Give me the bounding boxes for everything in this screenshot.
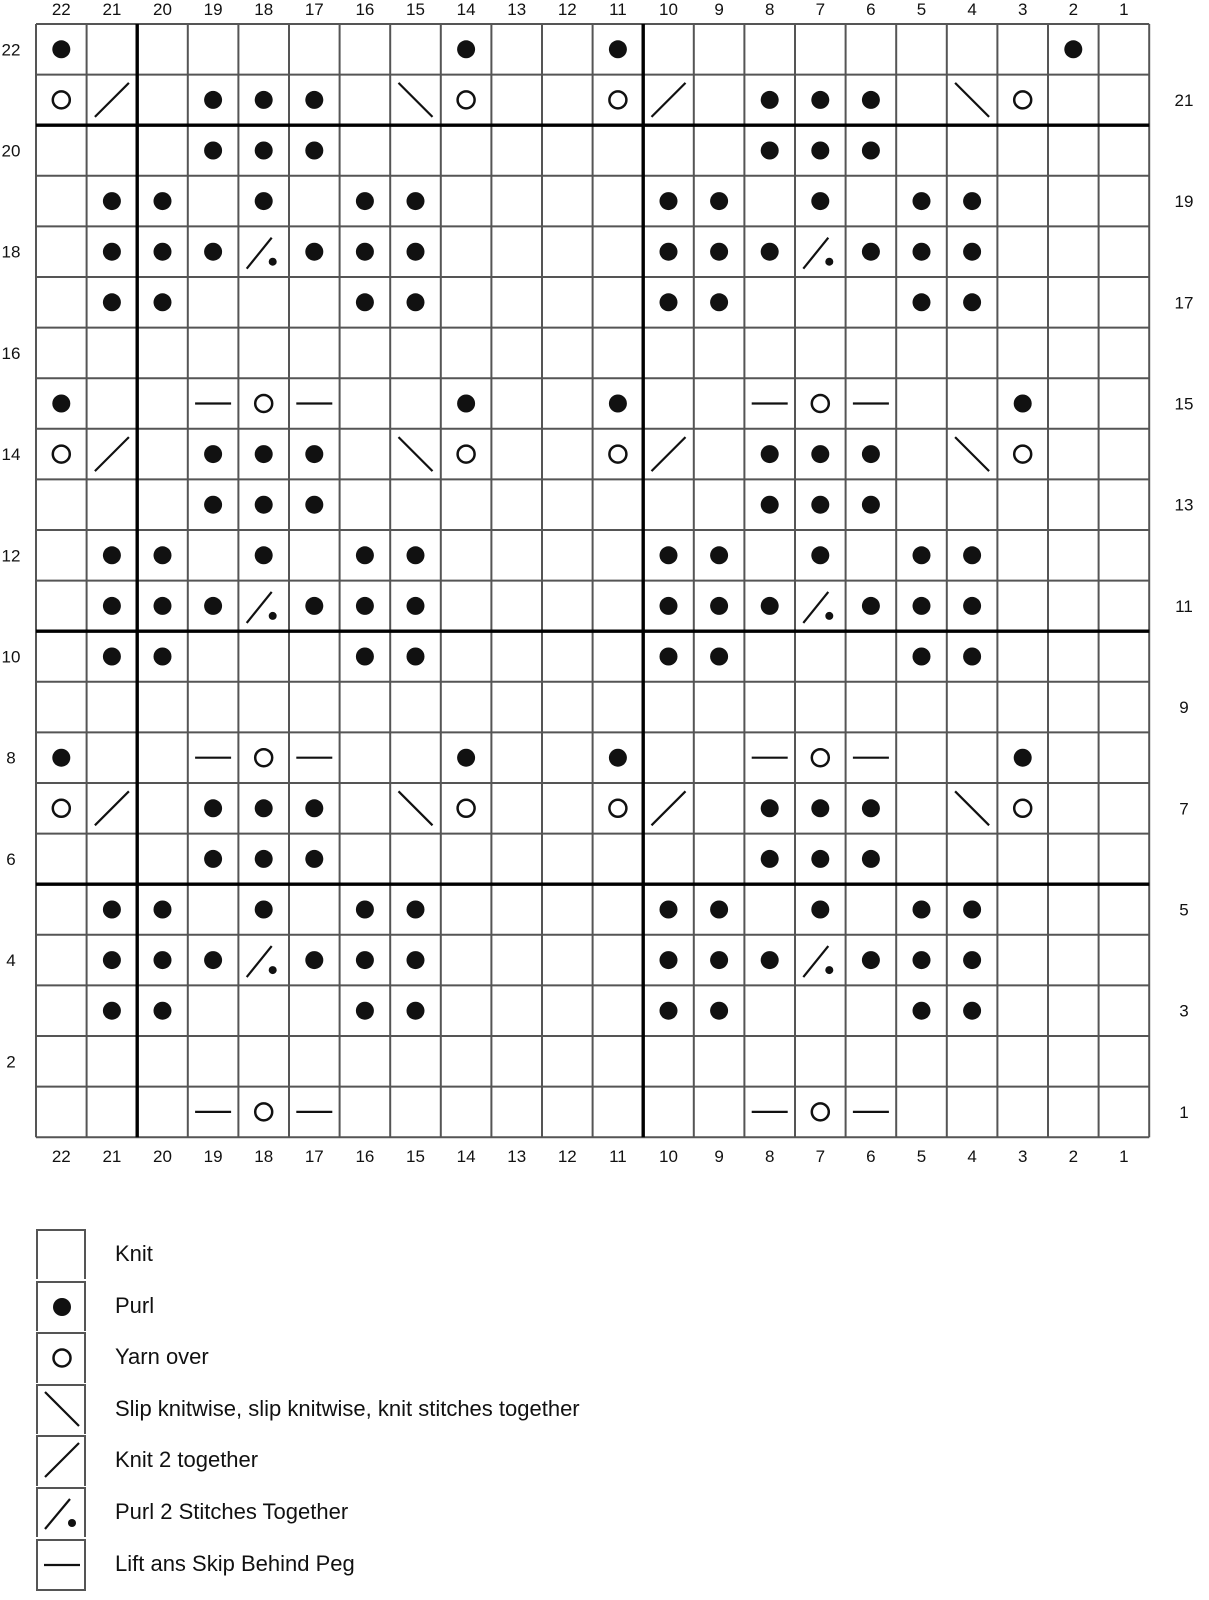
k2tog-stitch (652, 437, 686, 471)
purl-stitch (660, 546, 678, 564)
yarn-over-stitch (812, 1103, 829, 1120)
yarn-over-stitch (458, 446, 475, 463)
purl-stitch (204, 850, 222, 868)
column-number-bottom: 15 (406, 1147, 425, 1166)
column-number-bottom: 9 (714, 1147, 724, 1166)
purl-stitch (407, 293, 425, 311)
purl-stitch (356, 293, 374, 311)
row-number-left: 18 (1, 242, 21, 262)
purl-stitch (103, 293, 121, 311)
k2tog-stitch (95, 791, 129, 825)
row-number-left: 2 (6, 1052, 16, 1072)
column-numbers-bottom (52, 1147, 1129, 1166)
purl-stitch (811, 445, 829, 463)
purl-stitch (761, 799, 779, 817)
row-number-right: 1 (1179, 1102, 1189, 1122)
purl-stitch (660, 648, 678, 666)
purl-stitch (963, 293, 981, 311)
purl-stitch (356, 597, 374, 615)
purl-stitch (811, 496, 829, 514)
purl-stitch (913, 1002, 931, 1020)
row-number-right: 15 (1174, 394, 1194, 414)
purl-stitch (609, 749, 627, 767)
row-number-left: 12 (1, 546, 21, 566)
purl-stitch (103, 597, 121, 615)
purl-stitch (154, 243, 172, 261)
column-number-bottom: 4 (967, 1147, 977, 1166)
purl-stitch (1014, 749, 1032, 767)
purl-stitch (305, 91, 323, 109)
purl-stitch (103, 192, 121, 210)
purl-stitch (913, 546, 931, 564)
purl-stitch (305, 243, 323, 261)
purl-stitch (407, 192, 425, 210)
purl-stitch (154, 1002, 172, 1020)
purl-stitch (913, 951, 931, 969)
purl-stitch (305, 850, 323, 868)
purl-stitch (710, 192, 728, 210)
column-number-top: 13 (507, 0, 527, 19)
row-number-left: 4 (6, 951, 16, 971)
purl-stitch (811, 91, 829, 109)
purl-stitch (305, 445, 323, 463)
column-number-top: 17 (304, 0, 324, 19)
purl-stitch (154, 546, 172, 564)
yarn-over-stitch (53, 800, 70, 817)
purl-stitch (710, 243, 728, 261)
p2tog-stitch (247, 946, 277, 977)
column-number-bottom: 1 (1119, 1147, 1129, 1166)
purl-stitch (811, 799, 829, 817)
purl-stitch (710, 597, 728, 615)
legend-label: Knit 2 together (115, 1447, 259, 1473)
knit-icon (36, 1229, 86, 1279)
purl-stitch (811, 192, 829, 210)
purl-stitch (913, 648, 931, 666)
yarn-over-stitch (458, 800, 475, 817)
column-number-bottom: 3 (1017, 1147, 1028, 1166)
row-numbers-right (1175, 91, 1194, 1122)
column-number-top: 11 (609, 0, 627, 19)
purl-stitch (761, 850, 779, 868)
purl-stitch (963, 1002, 981, 1020)
legend-item-k2tog (36, 1435, 836, 1487)
column-number-top: 8 (764, 0, 775, 19)
purl-stitch (963, 901, 981, 919)
purl-stitch (862, 243, 880, 261)
k2tog-icon (36, 1435, 86, 1485)
column-number-top: 21 (102, 0, 122, 19)
purl-stitch (862, 91, 880, 109)
purl-stitch (660, 1002, 678, 1020)
ssk-stitch (399, 791, 433, 825)
yarn-over-stitch (609, 800, 626, 817)
purl-stitch (862, 951, 880, 969)
column-number-bottom: 18 (254, 1147, 274, 1166)
legend-label: Lift ans Skip Behind Peg (115, 1550, 355, 1576)
purl-stitch (660, 243, 678, 261)
purl-stitch (710, 901, 728, 919)
purl-stitch (710, 1002, 728, 1020)
purl-stitch (52, 395, 70, 413)
purl-stitch (204, 243, 222, 261)
row-number-right: 11 (1175, 596, 1193, 616)
legend-item-knit (36, 1229, 836, 1281)
purl-stitch (913, 597, 931, 615)
legend-item-purl (36, 1281, 836, 1333)
purl-stitch (710, 546, 728, 564)
column-number-bottom: 10 (659, 1147, 678, 1166)
row-number-right: 3 (1179, 1001, 1189, 1021)
purl-stitch (356, 648, 374, 666)
purl-stitch (204, 445, 222, 463)
purl-stitch (913, 293, 931, 311)
legend-label: Yarn over (115, 1344, 209, 1370)
purl-stitch (204, 597, 222, 615)
ssk-stitch (955, 437, 989, 471)
purl-stitch (255, 799, 273, 817)
row-number-left: 8 (6, 748, 16, 768)
row-number-left: 14 (1, 445, 21, 465)
purl-stitch (761, 142, 779, 160)
purl-stitch (204, 951, 222, 969)
yarn-over-stitch (255, 395, 272, 412)
column-number-bottom: 19 (203, 1147, 223, 1166)
row-number-right: 19 (1174, 192, 1194, 212)
purl-stitch (761, 445, 779, 463)
p2tog-stitch (803, 592, 833, 623)
column-number-top: 7 (815, 0, 826, 19)
purl-stitch (356, 951, 374, 969)
yarn-over-stitch (53, 91, 70, 108)
purl-stitch (811, 546, 829, 564)
purl-stitch (811, 901, 829, 919)
purl-stitch (862, 142, 880, 160)
purl-stitch (204, 142, 222, 160)
purl-stitch (761, 597, 779, 615)
purl-stitch (356, 546, 374, 564)
column-number-top: 22 (51, 0, 71, 19)
purl-stitch (913, 243, 931, 261)
yarn-over-stitch (609, 446, 626, 463)
row-numbers-left (2, 40, 21, 1071)
purl-stitch (862, 496, 880, 514)
purl-stitch (862, 597, 880, 615)
purl-stitch (963, 648, 981, 666)
ssk-stitch (399, 437, 433, 471)
legend-item-yarn-over (36, 1332, 836, 1384)
purl-stitch (305, 597, 323, 615)
p2tog-stitch (803, 946, 833, 977)
purl-stitch (457, 395, 475, 413)
purl-stitch (963, 243, 981, 261)
ssk-stitch (955, 83, 989, 117)
purl-stitch (255, 850, 273, 868)
purl-stitch (609, 395, 627, 413)
k2tog-stitch (652, 83, 686, 117)
yarn-over-stitch (1014, 91, 1031, 108)
column-number-bottom: 17 (304, 1147, 324, 1166)
column-number-bottom: 22 (51, 1147, 71, 1166)
purl-stitch (963, 192, 981, 210)
purl-stitch (154, 192, 172, 210)
column-number-bottom: 5 (916, 1147, 927, 1166)
purl-stitch (305, 496, 323, 514)
purl-stitch (204, 91, 222, 109)
purl-icon (36, 1281, 86, 1331)
purl-stitch (710, 293, 728, 311)
purl-stitch (862, 850, 880, 868)
ssk-icon (36, 1384, 86, 1434)
yarn-over-stitch (53, 446, 70, 463)
column-number-top: 5 (916, 0, 927, 19)
purl-stitch (103, 243, 121, 261)
purl-stitch (660, 293, 678, 311)
row-number-right: 7 (1179, 799, 1189, 819)
yarn-over-stitch (255, 1103, 272, 1120)
column-number-bottom: 6 (866, 1147, 876, 1166)
row-number-left: 20 (1, 141, 21, 161)
p2tog-stitch (247, 592, 277, 623)
purl-stitch (305, 951, 323, 969)
yarn-over-stitch (1014, 446, 1031, 463)
purl-stitch (407, 951, 425, 969)
row-number-right: 9 (1179, 698, 1189, 718)
k2tog-stitch (95, 83, 129, 117)
purl-stitch (710, 951, 728, 969)
purl-stitch (407, 597, 425, 615)
yarn-over-stitch (609, 91, 626, 108)
purl-stitch (761, 91, 779, 109)
purl-stitch (660, 951, 678, 969)
column-number-top: 3 (1017, 0, 1028, 19)
legend-item-p2tog (36, 1487, 836, 1539)
column-number-top: 10 (659, 0, 678, 19)
row-number-right: 5 (1179, 900, 1189, 920)
purl-stitch (356, 901, 374, 919)
p2tog-stitch (247, 238, 277, 269)
column-number-top: 6 (866, 0, 876, 19)
purl-stitch (255, 901, 273, 919)
purl-stitch (103, 648, 121, 666)
lift-skip-icon (36, 1539, 86, 1591)
purl-stitch (609, 40, 627, 58)
purl-stitch (52, 749, 70, 767)
column-number-bottom: 12 (557, 1147, 577, 1166)
purl-stitch (103, 951, 121, 969)
ssk-stitch (399, 83, 433, 117)
legend-label: Purl (115, 1292, 155, 1318)
purl-stitch (913, 901, 931, 919)
k2tog-stitch (95, 437, 129, 471)
row-number-right: 17 (1174, 293, 1194, 313)
purl-stitch (407, 1002, 425, 1020)
legend (36, 1229, 836, 1590)
purl-stitch (255, 192, 273, 210)
purl-stitch (52, 40, 70, 58)
chart-grid (36, 24, 1149, 1137)
purl-stitch (660, 597, 678, 615)
purl-stitch (761, 951, 779, 969)
purl-stitch (761, 243, 779, 261)
column-number-top: 9 (714, 0, 724, 19)
column-number-bottom: 11 (609, 1147, 627, 1166)
purl-stitch (154, 597, 172, 615)
column-number-top: 4 (967, 0, 977, 19)
row-number-left: 10 (1, 647, 21, 667)
legend-item-lift-skip (36, 1539, 836, 1591)
column-number-bottom: 13 (507, 1147, 527, 1166)
purl-stitch (710, 648, 728, 666)
purl-stitch (204, 799, 222, 817)
column-number-bottom: 20 (153, 1147, 172, 1166)
legend-label: Purl 2 Stitches Together (115, 1498, 349, 1524)
column-number-bottom: 14 (456, 1147, 476, 1166)
purl-stitch (103, 546, 121, 564)
purl-stitch (963, 597, 981, 615)
purl-stitch (862, 445, 880, 463)
column-number-top: 18 (254, 0, 274, 19)
legend-label: Slip knitwise, slip knitwise, knit stitches together (115, 1395, 580, 1421)
column-number-top: 19 (203, 0, 223, 19)
column-number-bottom: 7 (815, 1147, 826, 1166)
purl-stitch (103, 901, 121, 919)
p2tog-icon (36, 1487, 86, 1537)
row-number-left: 6 (6, 849, 16, 869)
purl-stitch (963, 951, 981, 969)
legend-item-ssk (36, 1384, 836, 1436)
column-number-bottom: 21 (102, 1147, 122, 1166)
purl-stitch (963, 546, 981, 564)
purl-stitch (255, 546, 273, 564)
purl-stitch (407, 901, 425, 919)
purl-stitch (305, 799, 323, 817)
purl-stitch (811, 850, 829, 868)
column-numbers-top (52, 0, 1129, 19)
column-number-bottom: 2 (1068, 1147, 1079, 1166)
p2tog-stitch (803, 238, 833, 269)
purl-stitch (356, 243, 374, 261)
yarn-over-stitch (1014, 800, 1031, 817)
purl-stitch (457, 749, 475, 767)
purl-stitch (660, 192, 678, 210)
purl-stitch (356, 192, 374, 210)
row-number-left: 22 (1, 40, 21, 60)
row-number-right: 21 (1174, 90, 1194, 110)
column-number-top: 20 (153, 0, 172, 19)
purl-stitch (154, 293, 172, 311)
purl-stitch (407, 546, 425, 564)
purl-stitch (255, 91, 273, 109)
k2tog-stitch (652, 791, 686, 825)
column-number-bottom: 16 (355, 1147, 375, 1166)
purl-stitch (913, 192, 931, 210)
purl-stitch (1014, 395, 1032, 413)
purl-stitch (255, 142, 273, 160)
column-number-top: 12 (557, 0, 577, 19)
purl-stitch (305, 142, 323, 160)
yarn-over-stitch (812, 749, 829, 766)
purl-stitch (356, 1002, 374, 1020)
yarn-over-stitch (255, 749, 272, 766)
column-number-top: 15 (406, 0, 425, 19)
column-number-bottom: 8 (764, 1147, 775, 1166)
purl-stitch (154, 901, 172, 919)
purl-stitch (407, 648, 425, 666)
purl-stitch (457, 40, 475, 58)
purl-stitch (103, 1002, 121, 1020)
purl-stitch (255, 496, 273, 514)
column-number-top: 2 (1068, 0, 1079, 19)
purl-stitch (811, 142, 829, 160)
purl-stitch (154, 951, 172, 969)
yarn-over-stitch (812, 395, 829, 412)
purl-stitch (862, 799, 880, 817)
column-number-top: 1 (1119, 0, 1129, 19)
purl-stitch (255, 445, 273, 463)
purl-stitch (761, 496, 779, 514)
purl-stitch (204, 496, 222, 514)
legend-label: Knit (115, 1241, 153, 1266)
yarn-over-stitch (458, 91, 475, 108)
yarn-over-icon (36, 1332, 86, 1382)
purl-stitch (407, 243, 425, 261)
column-number-top: 16 (355, 0, 375, 19)
purl-stitch (660, 901, 678, 919)
column-number-top: 14 (456, 0, 476, 19)
row-number-left: 16 (1, 343, 21, 363)
ssk-stitch (955, 791, 989, 825)
row-number-right: 13 (1174, 495, 1194, 515)
purl-stitch (154, 648, 172, 666)
purl-stitch (1064, 40, 1082, 58)
